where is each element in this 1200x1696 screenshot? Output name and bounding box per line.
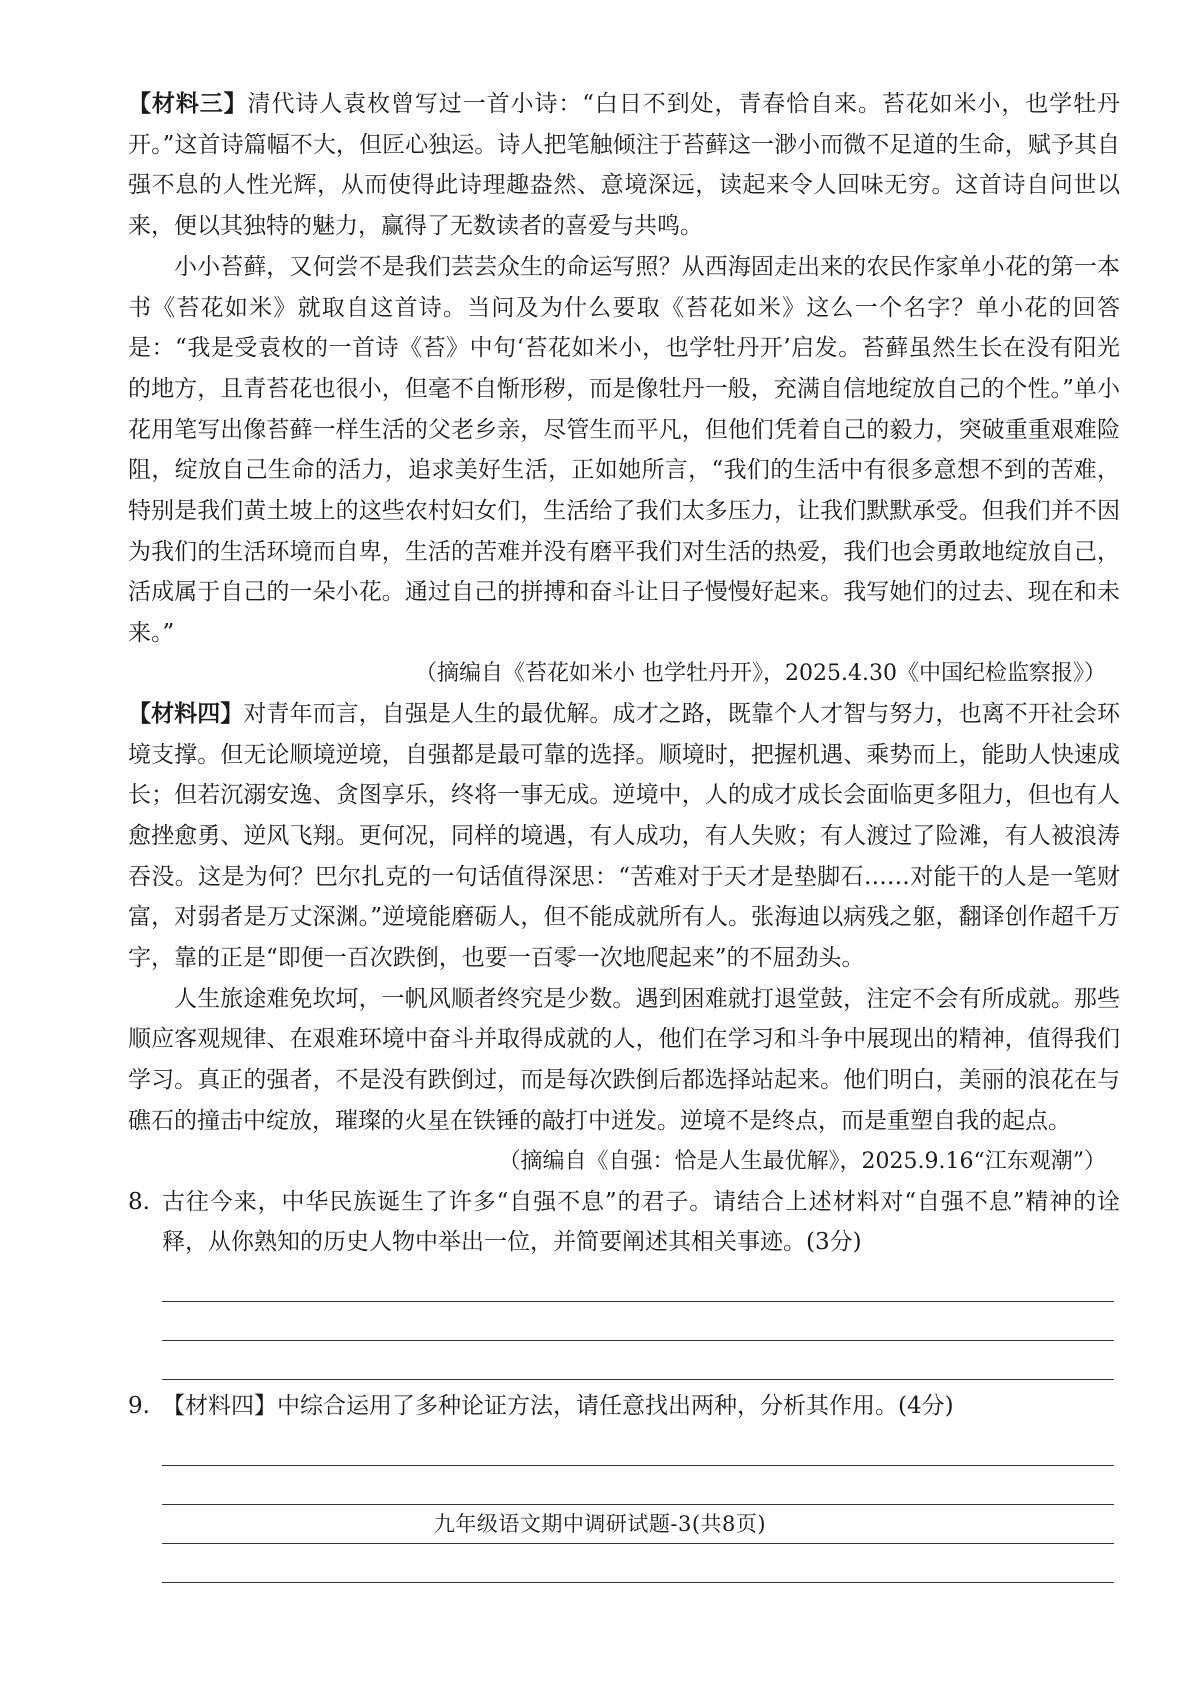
question-9-text: 【材料四】中综合运用了多种论证方法，请任意找出两种，分析其作用。(4分) xyxy=(162,1392,954,1419)
question-9-answer-area[interactable] xyxy=(128,1427,1120,1583)
material3-text-1: 清代诗人袁枚曾写过一首小诗：“白日不到处，青春恰自来。苔花如米小，也学牡丹开。”这首诗篇幅不大，但匠心独运。诗人把笔触倾注于苔藓这一渺小而微不足道的生命，赋予其自强不息的人性光辉，从而使得此诗理趣盎然、意境深远，读起来令人回味无穷。这首诗自问世以来，便以其独特的魅力，赢得了无数读者的喜爱与共鸣。 xyxy=(128,91,1120,240)
answer-line[interactable] xyxy=(162,1427,1114,1466)
material3-label: 【材料三】 xyxy=(128,90,248,117)
answer-line[interactable] xyxy=(162,1263,1114,1302)
answer-line[interactable] xyxy=(162,1302,1114,1341)
question-9 xyxy=(128,1386,1120,1427)
material4-text-1: 对青年而言，自强是人生的最优解。成才之路，既靠个人才智与努力，也离不开社会环境支撑。但无论顺境逆境，自强都是最可靠的选择。顺境时，把握机遇、乘势而上，能助人快速成长；但若沉溺安逸、贪图享乐，终将一事无成。逆境中，人的成才成长会面临更多阻力，但也有人愈挫愈勇、逆风飞翔。更何况，同样的境遇，有人成功，有人失败；有人渡过了险滩，有人被浪涛吞没。这是为何？巴尔扎克的一句话值得深思：“苦难对于天才是垫脚石……对能干的人是一笔财富，对弱者是万丈深渊。”逆境能磨砺人，但不能成就所有人。张海迪以病残之躯，翻译创作超千万字，靠的正是“即便一百次跌倒，也要一百零一次地爬起来”的不屈劲头。 xyxy=(128,700,1121,972)
material3-source: （摘编自《苔花如米小 也学牡丹开》，2025.4.30《中国纪检监察报》） xyxy=(415,660,1106,686)
material4-label: 【材料四】 xyxy=(128,699,244,727)
material4-source: （摘编自《自强：恰是人生最优解》，2025.9.16“江东观潮”） xyxy=(498,1148,1106,1174)
question-8 xyxy=(128,1182,1120,1263)
page-footer: 九年级语文期中调研试题-3(共8页) xyxy=(433,1512,767,1536)
answer-line[interactable] xyxy=(162,1544,1114,1583)
answer-line[interactable] xyxy=(162,1341,1114,1380)
material4-paragraph-1 xyxy=(128,694,1120,979)
material3-paragraph-2: 小小苔藓，又何尝不是我们芸芸众生的命运写照？从西海固走出来的农民作家单小花的第一本书《苔花如米》就取自这首诗。当问及为什么要取《苔花如米》这么一个名字？单小花的回答是：“我是受袁枚的一首诗《苔》中句‘苔花如米小，也学牡丹开’启发。苔藓虽然生长在没有阳光的地方，且青苔花也很小，但毫不自惭形秽，而是像牡丹一般，充满自信地绽放自己的个性。”单小花用笔写出像苔藓一样生活的父老乡亲，尽管生而平凡，但他们凭着自己的毅力，突破重重艰难险阻，绽放自己生命的活力，追求美好生活，正如她所言，“我们的生活中有很多意想不到的苦难，特别是我们黄土坡上的这些农村妇女们，生活给了我们太多压力，让我们默默承受。但我们并不因为我们的生活环境而自卑，生活的苦难并没有磨平我们对生活的热爱，我们也会勇敢地绽放自己，活成属于自己的一朵小花。通过自己的拼搏和奋斗让日子慢慢好起来。我写她们的过去、现在和未来。” xyxy=(128,253,1120,647)
question-9-number: 9. xyxy=(128,1392,150,1419)
question-8-answer-area[interactable] xyxy=(128,1263,1120,1380)
question-8-number: 8. xyxy=(128,1188,150,1215)
page-content xyxy=(128,84,1120,1583)
material4-paragraph-2: 人生旅途难免坎坷，一帆风顺者终究是少数。遇到困难就打退堂鼓，注定不会有所成就。那些顺应客观规律、在艰难环境中奋斗并取得成就的人，他们在学习和斗争中展现出的精神，值得我们学习。真正的强者，不是没有跌倒过，而是每次跌倒后都选择站起来。他们明白，美丽的浪花在与礁石的撞击中绽放，璀璨的火星在铁锤的敲打中迸发。逆境不是终点，而是重塑自我的起点。 xyxy=(128,985,1120,1134)
material3-paragraph-1 xyxy=(128,84,1120,247)
answer-line[interactable] xyxy=(162,1466,1114,1505)
question-8-text: 古往今来，中华民族诞生了许多“自强不息”的君子。请结合上述材料对“自强不息”精神的诠释，从你熟知的历史人物中举出一位，并简要阐述其相关事迹。(3分) xyxy=(162,1188,1120,1256)
